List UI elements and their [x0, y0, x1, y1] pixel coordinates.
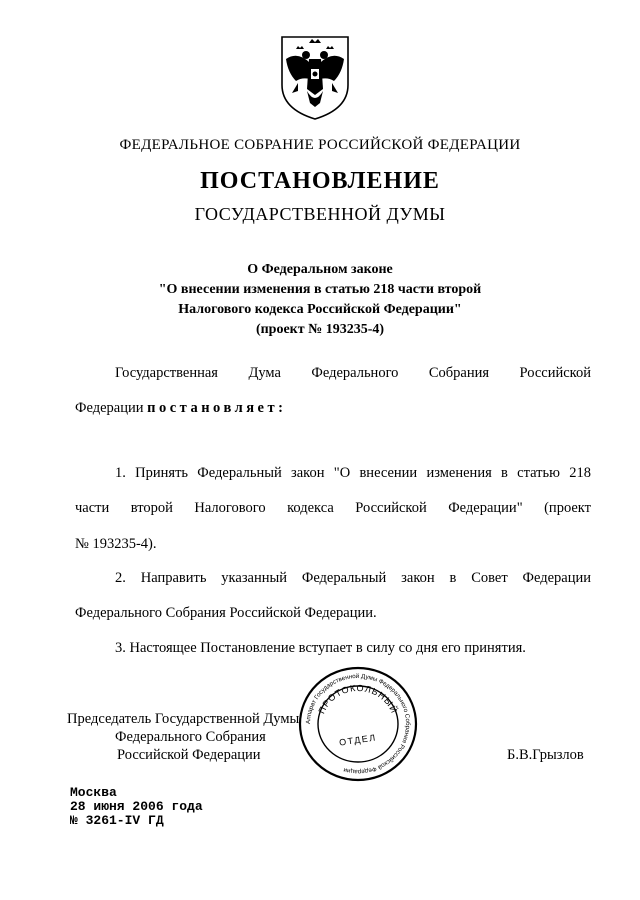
subject-line-1: О Федеральном законе [247, 262, 393, 277]
date: 28 июня 2006 года [70, 799, 203, 814]
preamble-prefix: Федерации [75, 400, 148, 416]
signatory-name: Б.В.Грызлов [507, 747, 584, 763]
signatory-title-line-2: Федерального Собрания [115, 729, 266, 745]
round-stamp-icon [298, 665, 418, 783]
document-title: ПОСТАНОВЛЕНИЕ [200, 168, 440, 194]
subject-line-3: Налогового кодекса Российской Федерации" [178, 302, 462, 317]
svg-text:Аппарат Государственной Думы Ф: Аппарат Государственной Думы Федерального Собрания Российской Федерации [304, 672, 412, 776]
signatory-title-line-1: Председатель Государственной Думы [67, 711, 300, 727]
preamble-line-1: Государственная Дума Федерального Собрания Российской [115, 365, 591, 381]
registration-number: № 3261-IV ГД [70, 813, 164, 828]
item-2-line-1: 2. Направить указанный Федеральный закон в Совет Федерации [115, 570, 591, 586]
city: Москва [70, 785, 117, 800]
item-2-line-2: Федерального Собрания Российской Федерации. [75, 605, 377, 621]
parliament-name: ФЕДЕРАЛЬНОЕ СОБРАНИЕ РОССИЙСКОЙ ФЕДЕРАЦИИ [119, 137, 521, 153]
coat-of-arms-icon [276, 33, 354, 121]
svg-text:ПРОТОКОЛЬНЫЙ: ПРОТОКОЛЬНЫЙ [316, 682, 400, 716]
svg-text:ОТДЕЛ: ОТДЕЛ [338, 732, 378, 748]
subject-line-4: (проект № 193235-4) [255, 322, 385, 337]
item-3-line-1: 3. Настоящее Постановление вступает в силу со дня его принятия. [115, 640, 526, 656]
item-1-line-2: части второй Налогового кодекса Российской Федерации" (проект [75, 500, 591, 516]
subject-line-2: "О внесении изменения в статью 218 части второй [158, 282, 482, 297]
preamble-line-2 [75, 400, 591, 417]
item-1-line-3: № 193235-4). [75, 536, 157, 552]
decision-word: постановляет: [147, 400, 287, 416]
document-subtitle: ГОСУДАРСТВЕННОЙ ДУМЫ [194, 204, 446, 224]
item-1-line-1: 1. Принять Федеральный закон "О внесении изменения в статью 218 [115, 465, 591, 481]
signatory-title-line-3: Российской Федерации [117, 747, 261, 763]
